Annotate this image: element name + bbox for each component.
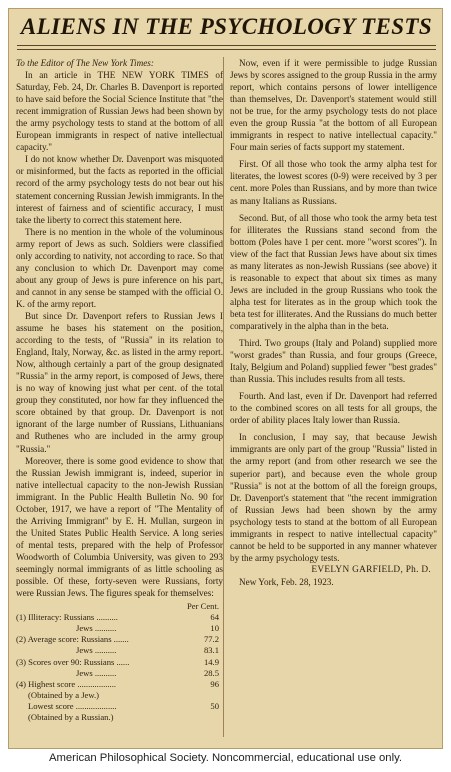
signature: EVELYN GARFIELD, Ph. D. bbox=[311, 564, 431, 575]
headline-rule-top bbox=[17, 45, 436, 46]
letter-paragraph-9: Third. Two groups (Italy and Poland) supplied more "worst grades" than Russia, and four groups (Greece, Italy, Belgium and Poland) supplied fewer "best grades" than Russia. This includes results from all tests. bbox=[230, 338, 437, 385]
letter-paragraph-1: In an article in THE NEW YORK TIMES of Saturday, Feb. 24, Dr. Charles B. Davenport is reported to have said before the Social Science Institute that "the recent immigration of Russian Jews had been shown by the army psychology tests to stand at the bottom of all European immigrants in respect of native intellectual capacity." bbox=[16, 70, 223, 153]
letter-paragraph-7: First. Of all those who took the army alpha test for literates, the lowest scores (0-9) were received by 3 per cent. more Poles than Russians, and by more than twice as many Italians as Russians. bbox=[230, 159, 437, 206]
letter-paragraph-5: Moreover, there is some good evidence to show that the Russian Jewish immigrant is, indeed, superior in native intellectual capacity to the non-Jewish Russian immigrant. In the Public Health Bulletin No. 90 for October, 1917, we have a report of "The Mentality of the Arriving Immigrant" by E. H. Mullan, surgeon in the United States Public Health Service. A long series of mental tests, prepared with the help of Professor Woodworth of Columbia University, was given to 293 seemingly normal immigrants of as little schooling as possible. Of these, forty-seven were Russians, forty were Russian Jews. The figures speak for themselves: bbox=[16, 455, 223, 599]
figures-row: Jews .......... 28.5 bbox=[76, 667, 219, 678]
letter-paragraph-10: Fourth. And last, even if Dr. Davenport had referred to the combined scores on all tests for all groups, the order of ability places Italy lower than Russia. bbox=[230, 391, 437, 426]
letter-paragraph-3: There is no mention in the whole of the voluminous army report of Jews as such. Soldiers were classified only according to nativity, not according to race. So that any conclusion to which Dr. Davenport may come about any group of Jews is pure inference on his part, and cannot in any sense be stamped with the official O. K. of the army report. bbox=[16, 226, 223, 309]
left-column bbox=[16, 57, 223, 747]
figures-header: Per Cent. bbox=[187, 601, 219, 612]
figures-row: Lowest score ................... 50 bbox=[28, 700, 219, 711]
figures-row: Jews .......... 10 bbox=[76, 623, 219, 634]
place-date: New York, Feb. 28, 1923. bbox=[239, 576, 334, 587]
letter-paragraph-4: But since Dr. Davenport refers to Russian Jews I assume he bases his statement on the position, according to the tests, of "Russia" in its relation to England, Italy, Norway, &c. as listed in the army report. Now, although certainly a part of the group designated "Russia" in the army report, is composed of Jews, there is no way of knowing just what per cent. of the total group they constituted, nor how far they influenced the score obtained by that group. Dr. Davenport is not ignorant of the large number of Russians, Lithuanians and Ruthenes who are included in the army group "Russia." bbox=[16, 310, 223, 454]
newspaper-clipping bbox=[8, 8, 443, 749]
headline-rule-bottom bbox=[17, 49, 436, 50]
letter-paragraph-8: Second. But, of all those who took the army beta test for illiterates the Russians stand second from the bottom (Poles have 1 per cent. more "worst scores"). In view of the fact that Russian Jews have about six times as many literates as non-Jewish Russians (see above) it is reasonable to expect that about six times as many Jews are included in the group Russians who took the alpha test for literates as in the group which took the beta test for illiterates. And the Russians do much better comparatively in the alpha than in the beta. bbox=[230, 212, 437, 331]
right-column bbox=[230, 57, 437, 747]
figures-table bbox=[16, 601, 223, 723]
to-editor-line: To the Editor of The New York Times: bbox=[16, 58, 154, 68]
figures-note: (Obtained by a Jew.) bbox=[28, 689, 100, 700]
figures-note: (Obtained by a Russian.) bbox=[28, 712, 114, 723]
figures-row: (2) Average score: Russians ....... 77.2 bbox=[16, 634, 219, 645]
letter-paragraph-6: Now, even if it were permissible to judge Russian Jews by scores assigned to the group Russia in the army report, which contains persons of lower intelligence than themselves, Dr. Davenport's statement would still not be true, for the army psychology tests do not place even the group Russia "at the bottom of all European immigrants in respect to native intellectual capacity." Four main series of facts support my statement. bbox=[230, 58, 437, 153]
figures-row: (4) Highest score .................. 96 bbox=[16, 678, 219, 689]
letter-paragraph-2: I do not know whether Dr. Davenport was misquoted or misinformed, but the facts as reported in the official record of the army psychology tests do not bear out his statement concerning Russian Jewish immigrants. In the interest of fairness and of scientific accuracy, I must take the liberty to correct this statement here. bbox=[16, 154, 223, 225]
figures-row: (3) Scores over 90: Russians ...... 14.9 bbox=[16, 656, 219, 667]
headline: ALIENS IN THE PSYCHOLOGY TESTS bbox=[20, 14, 433, 39]
archive-credit: American Philosophical Society. Noncommercial, educational use only. bbox=[48, 752, 403, 764]
figures-row: (1) Illiteracy: Russians .......... 64 bbox=[16, 612, 219, 623]
figures-row: Jews .......... 83.1 bbox=[76, 645, 219, 656]
column-divider bbox=[223, 57, 224, 737]
letter-paragraph-11: In conclusion, I may say, that because Jewish immigrants are only part of the group "Russia" listed in the army report (and from other research we see the superior part), and because even the whole group "Russia" is not at the bottom of all the foreign groups, Dr. Davenport's statement that "the recent immigration of Russian Jews had been shown by the army psychology tests to stand at the bottom of all European immigrants in respect to native intellectual capacity" cannot be held to be supported in any manner whatever by the army psychology tests. bbox=[230, 432, 437, 563]
